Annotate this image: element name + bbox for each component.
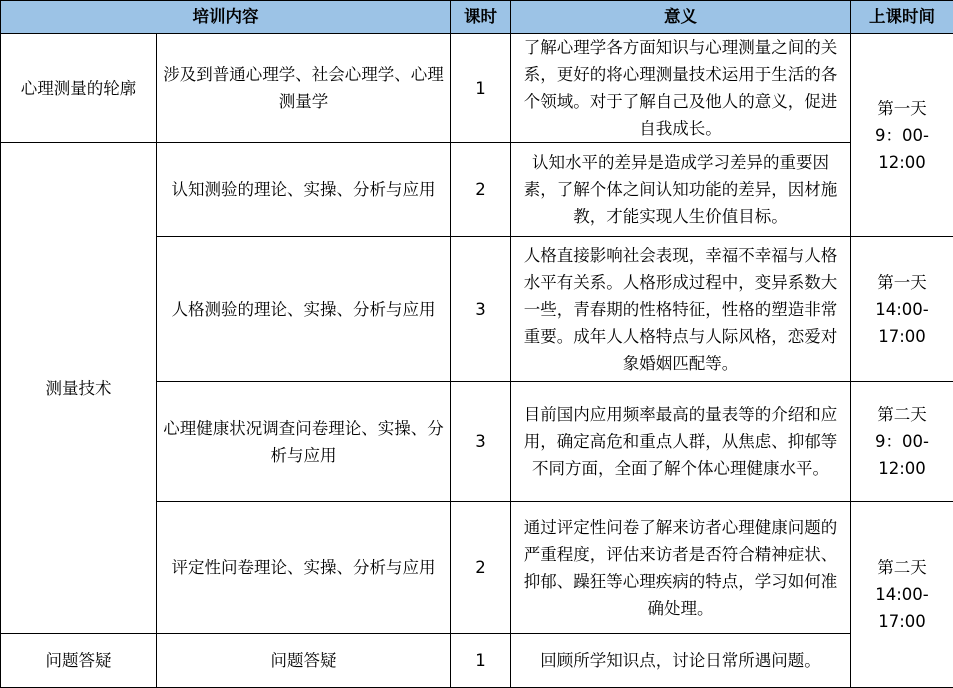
topic-cell: 评定性问卷理论、实操、分析与应用: [157, 502, 451, 634]
meaning-cell: 了解心理学各方面知识与心理测量之间的关系，更好的将心理测量技术运用于生活的各个领域。对于了解自己及他人的意义，促进自我成长。: [511, 34, 851, 143]
table-row: [1, 34, 953, 143]
header-meaning: 意义: [511, 1, 851, 34]
header-hours: 课时: [451, 1, 511, 34]
hours-cell: 2: [451, 143, 511, 237]
meaning-cell: 人格直接影响社会表现，幸福不幸福与人格水平有关系。人格形成过程中，变异系数大一些，青春期的性格特征，性格的塑造非常重要。成年人人格特点与人际风格，恋爱对象婚姻匹配等。: [511, 237, 851, 382]
hours-cell: 1: [451, 634, 511, 688]
time-day1-afternoon: 第一天 14:00- 17:00: [851, 237, 953, 382]
header-content: 培训内容: [1, 1, 451, 34]
topic-cell: 认知测验的理论、实操、分析与应用: [157, 143, 451, 237]
group-technique: 测量技术: [1, 143, 157, 634]
topic-cell: 心理健康状况调查问卷理论、实操、分析与应用: [157, 382, 451, 502]
hours-cell: 1: [451, 34, 511, 143]
hours-cell: 3: [451, 382, 511, 502]
table-row: [1, 634, 953, 688]
group-qa: 问题答疑: [1, 634, 157, 688]
meaning-cell: 目前国内应用频率最高的量表等的介绍和应用，确定高危和重点人群，从焦虑、抑郁等不同方面，全面了解个体心理健康水平。: [511, 382, 851, 502]
meaning-cell: 通过评定性问卷了解来访者心理健康问题的严重程度，评估来访者是否符合精神症状、抑郁、躁狂等心理疾病的特点，学习如何准确处理。: [511, 502, 851, 634]
topic-cell: 人格测验的理论、实操、分析与应用: [157, 237, 451, 382]
topic-cell: 问题答疑: [157, 634, 451, 688]
meaning-cell: 回顾所学知识点，讨论日常所遇问题。: [511, 634, 851, 688]
meaning-cell: 认知水平的差异是造成学习差异的重要因素，了解个体之间认知功能的差异，因材施教，才能实现人生价值目标。: [511, 143, 851, 237]
time-day2-afternoon: 第二天 14:00- 17:00: [851, 502, 953, 688]
header-row: [1, 1, 953, 34]
group-outline: 心理测量的轮廓: [1, 34, 157, 143]
hours-cell: 2: [451, 502, 511, 634]
hours-cell: 3: [451, 237, 511, 382]
header-time: 上课时间: [851, 1, 953, 34]
table-row: [1, 143, 953, 237]
topic-cell: 涉及到普通心理学、社会心理学、心理测量学: [157, 34, 451, 143]
time-day1-morning: 第一天 9：00- 12:00: [851, 34, 953, 237]
time-day2-morning: 第二天 9：00- 12:00: [851, 382, 953, 502]
